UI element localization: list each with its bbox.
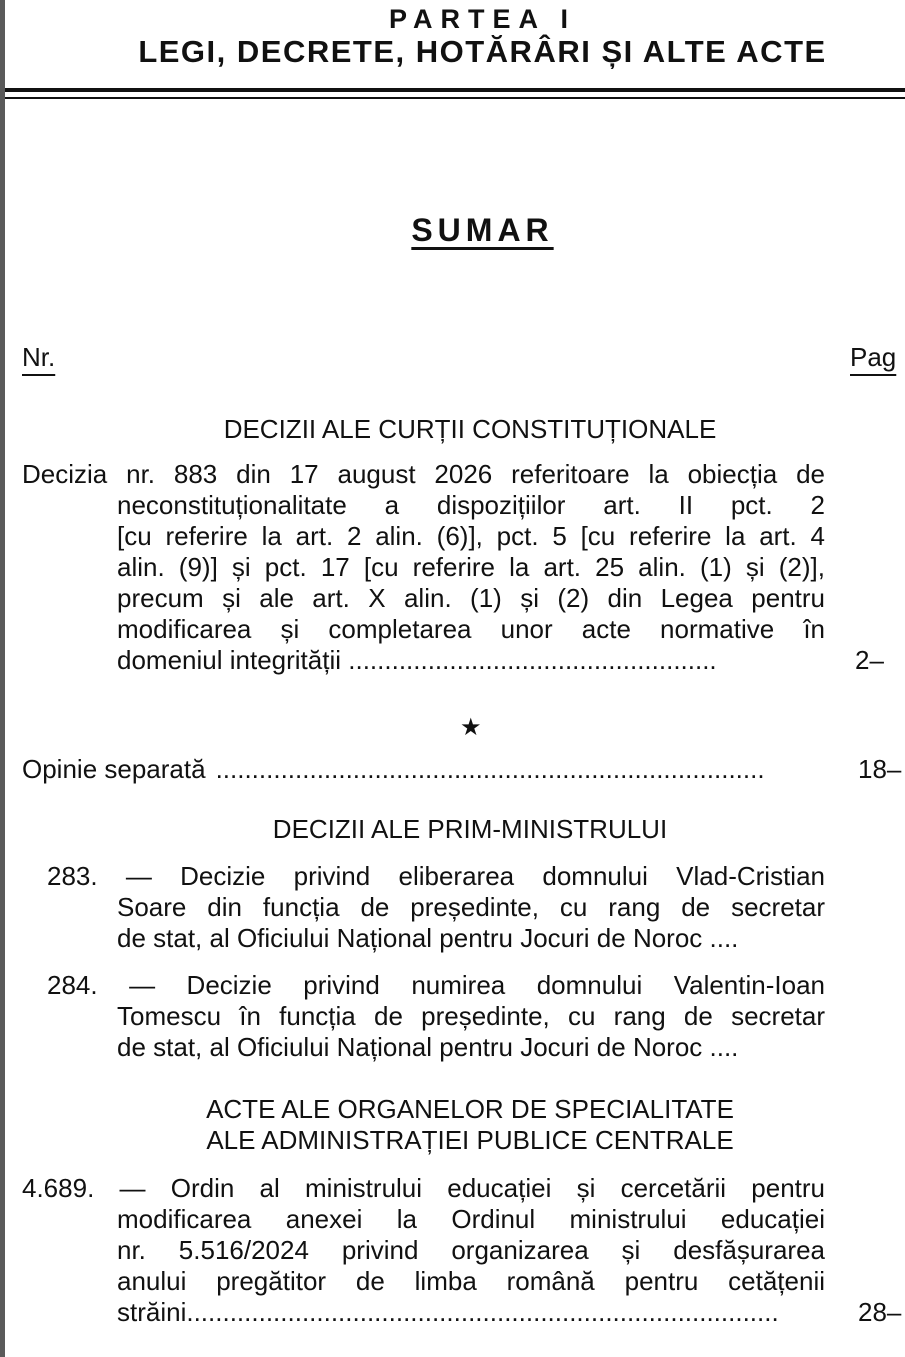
entry-line: precum și ale art. X alin. (1) și (2) din Legea pentru (117, 583, 825, 613)
entry-line: Soare din funcția de președinte, cu rang de secretar (117, 892, 825, 922)
section-title-line: ALE ADMINISTRAȚIEI PUBLICE CENTRALE (206, 1125, 734, 1155)
entry-line: Decizia nr. 883 din 17 august 2026 referitoare la obiecția de (22, 459, 825, 489)
toc-entry-opinie-separata[interactable] (22, 754, 825, 785)
entry-line: 283. — Decizie privind eliberarea domnului Vlad-Cristian (47, 861, 825, 891)
entry-line: Tomescu în funcția de președinte, cu rang de secretar (117, 1001, 825, 1031)
entry-line: anului pregătitor de limba română pentru cetățenii (117, 1266, 825, 1296)
entry-line-last (22, 1297, 825, 1328)
part-heading: PARTEA I (388, 4, 576, 34)
star-separator: ★ (460, 714, 482, 741)
column-header-nr: Nr. (22, 342, 56, 372)
toc-entry-decizia-883[interactable] (22, 459, 825, 676)
entry-line: [cu referire la art. 2 alin. (6)], pct. 5 [cu referire la art. 4 (117, 521, 825, 551)
dot-leader: ................................................... (348, 645, 717, 675)
part-title: LEGI, DECRETE, HOTĂRÂRI ȘI ALTE ACTE (138, 34, 827, 69)
toc-entry-decizia-283[interactable] (22, 861, 825, 954)
toc-entry-decizia-284[interactable] (22, 970, 825, 1063)
entry-line: modificarea anexei la Ordinul ministrului educației (117, 1204, 825, 1234)
entry-text: Opinie separată (22, 754, 206, 784)
entry-line-last (22, 645, 825, 676)
entry-line: nr. 5.516/2024 privind organizarea și desfășurarea (117, 1235, 825, 1265)
column-header-page: Pag (850, 342, 897, 372)
header-rule-thick (5, 88, 905, 92)
entry-line: 4.689. — Ordin al ministrului educației și cercetării pentru (22, 1173, 825, 1203)
entry-line: de stat, al Oficiului Național pentru Jocuri de Noroc .... (117, 923, 739, 953)
entry-line: neconstituționalitate a dispozițiilor art. II pct. 2 (117, 490, 825, 520)
header-rule-thin (5, 97, 905, 99)
section-title-line: ACTE ALE ORGANELOR DE SPECIALITATE (206, 1094, 734, 1124)
page-number: 2– (855, 645, 884, 675)
section-title-constitutional-court: DECIZII ALE CURȚII CONSTITUȚIONALE (223, 414, 717, 444)
entry-line: de stat, al Oficiului Național pentru Jocuri de Noroc .... (117, 1032, 739, 1062)
summary-heading (0, 212, 905, 249)
entry-line: modificarea și completarea unor acte normative în (117, 614, 825, 644)
toc-entry-ordin-4689[interactable] (22, 1173, 825, 1328)
page-number: 18– (858, 754, 902, 784)
dot-leader: ............................................................................ (215, 754, 765, 784)
page-number: 28– (858, 1297, 902, 1327)
section-title-prime-minister: DECIZII ALE PRIM-MINISTRULUI (272, 814, 668, 844)
summary-heading-text: SUMAR (411, 212, 554, 248)
entry-line-text: străini (117, 1297, 187, 1327)
entry-line-text: domeniul integrității (117, 645, 342, 675)
section-title-central-administration (0, 1094, 905, 1156)
dot-leader: .................................................................................. (186, 1297, 779, 1327)
entry-line: alin. (9)] și pct. 17 [cu referire la art. 25 alin. (1) și (2)], (117, 552, 825, 582)
entry-line: 284. — Decizie privind numirea domnului Valentin-Ioan (47, 970, 825, 1000)
